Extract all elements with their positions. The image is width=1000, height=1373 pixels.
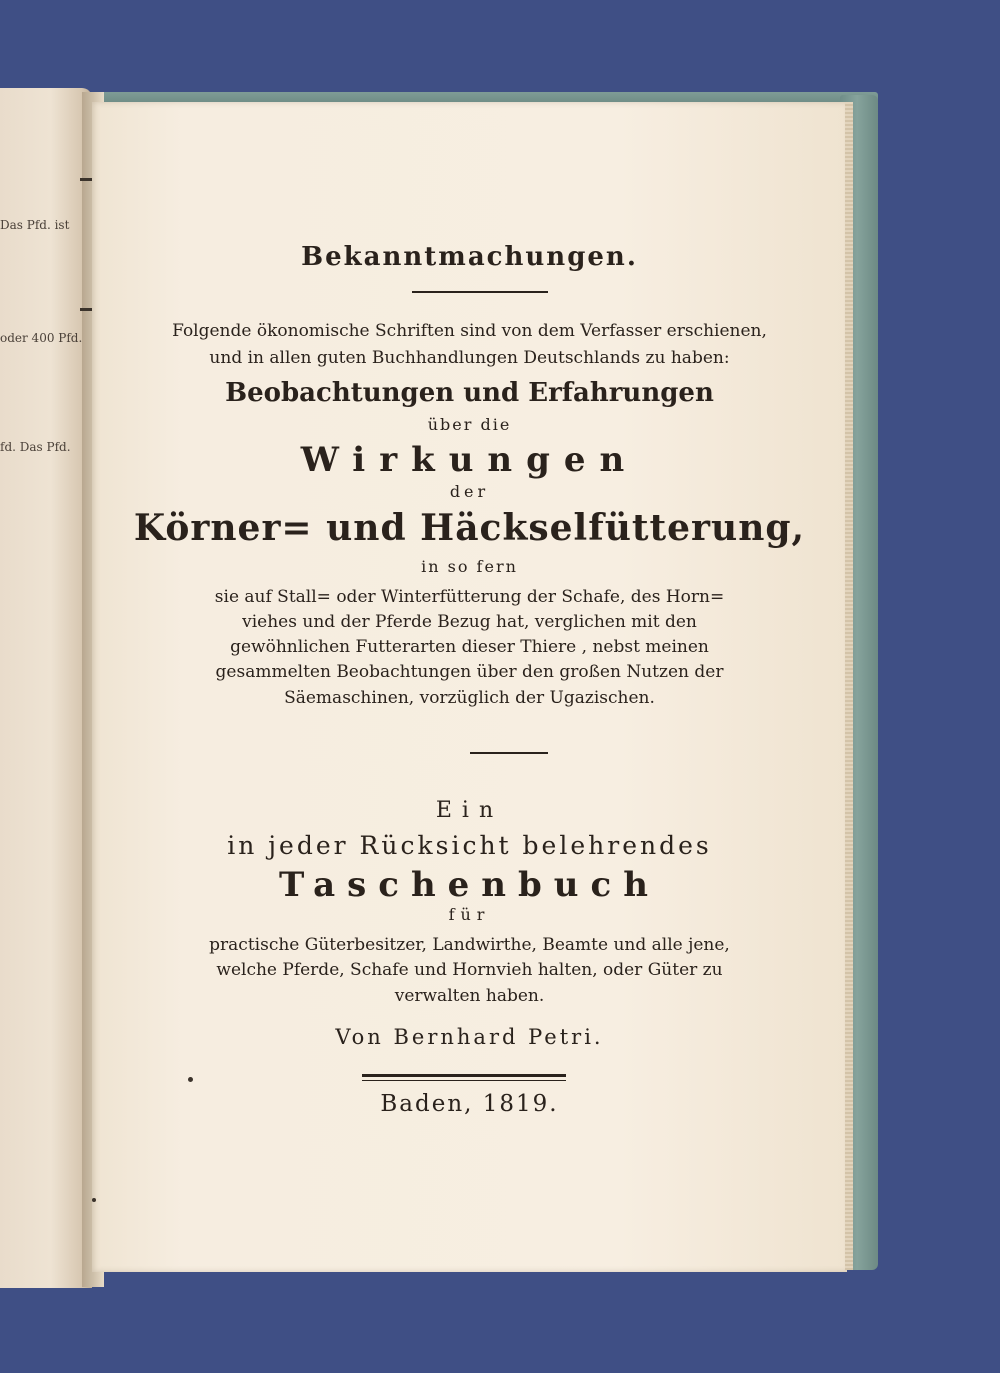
book-title-line: der xyxy=(449,482,490,501)
imprint-rule-thick xyxy=(362,1074,566,1077)
audience-line: practische Güterbesitzer, Landwirthe, Beamte und alle jene, xyxy=(209,935,730,955)
description-line: viehes und der Pferde Bezug hat, verglichen mit den xyxy=(242,612,697,632)
description-line: Säemaschinen, vorzüglich der Ugazischen. xyxy=(284,688,655,708)
author-line: Von Bernhard Petri. xyxy=(335,1025,604,1049)
heading-rule xyxy=(412,291,548,293)
ink-speck xyxy=(92,1198,96,1202)
description-line: gesammelten Beobachtungen über den großen Nutzen der xyxy=(215,662,724,682)
book-title-line: Beobachtungen und Erfahrungen xyxy=(225,378,714,408)
section-rule xyxy=(470,752,548,754)
audience-line: verwalten haben. xyxy=(394,986,545,1006)
announcement-line: Folgende ökonomische Schriften sind von dem Verfasser erschienen, xyxy=(172,321,767,341)
ink-speck xyxy=(188,1077,193,1082)
announcement-line: und in allen guten Buchhandlungen Deutschlands zu haben: xyxy=(209,348,730,368)
book-title-line: über die xyxy=(427,415,512,434)
facing-page-line: Das Pfd. ist xyxy=(0,218,70,232)
subtitle-main: Taschenbuch xyxy=(279,865,660,905)
audience-line: welche Pferde, Schafe und Hornvieh halten, oder Güter zu xyxy=(216,960,723,980)
facing-page-line: fd. Das Pfd. xyxy=(0,440,71,454)
book-title-line: Wirkungen xyxy=(300,440,639,480)
book-title-main: Körner= und Häckselfütterung, xyxy=(133,507,806,549)
description-line: sie auf Stall= oder Winterfütterung der Schafe, des Horn= xyxy=(214,587,725,607)
imprint-rule-thin xyxy=(362,1080,566,1081)
book-title-line: in so fern xyxy=(421,557,518,576)
description-line: gewöhnlichen Futterarten dieser Thiere , nebst meinen xyxy=(230,637,709,657)
subtitle-line: in jeder Rücksicht belehrendes xyxy=(227,831,712,860)
subtitle-line: für xyxy=(448,905,491,924)
subtitle-line: Ein xyxy=(435,798,504,823)
page-heading: Bekanntmachungen. xyxy=(301,242,638,272)
facing-page-line: oder 400 Pfd. xyxy=(0,331,83,345)
facing-page xyxy=(0,88,92,1288)
imprint-line: Baden, 1819. xyxy=(380,1091,559,1117)
